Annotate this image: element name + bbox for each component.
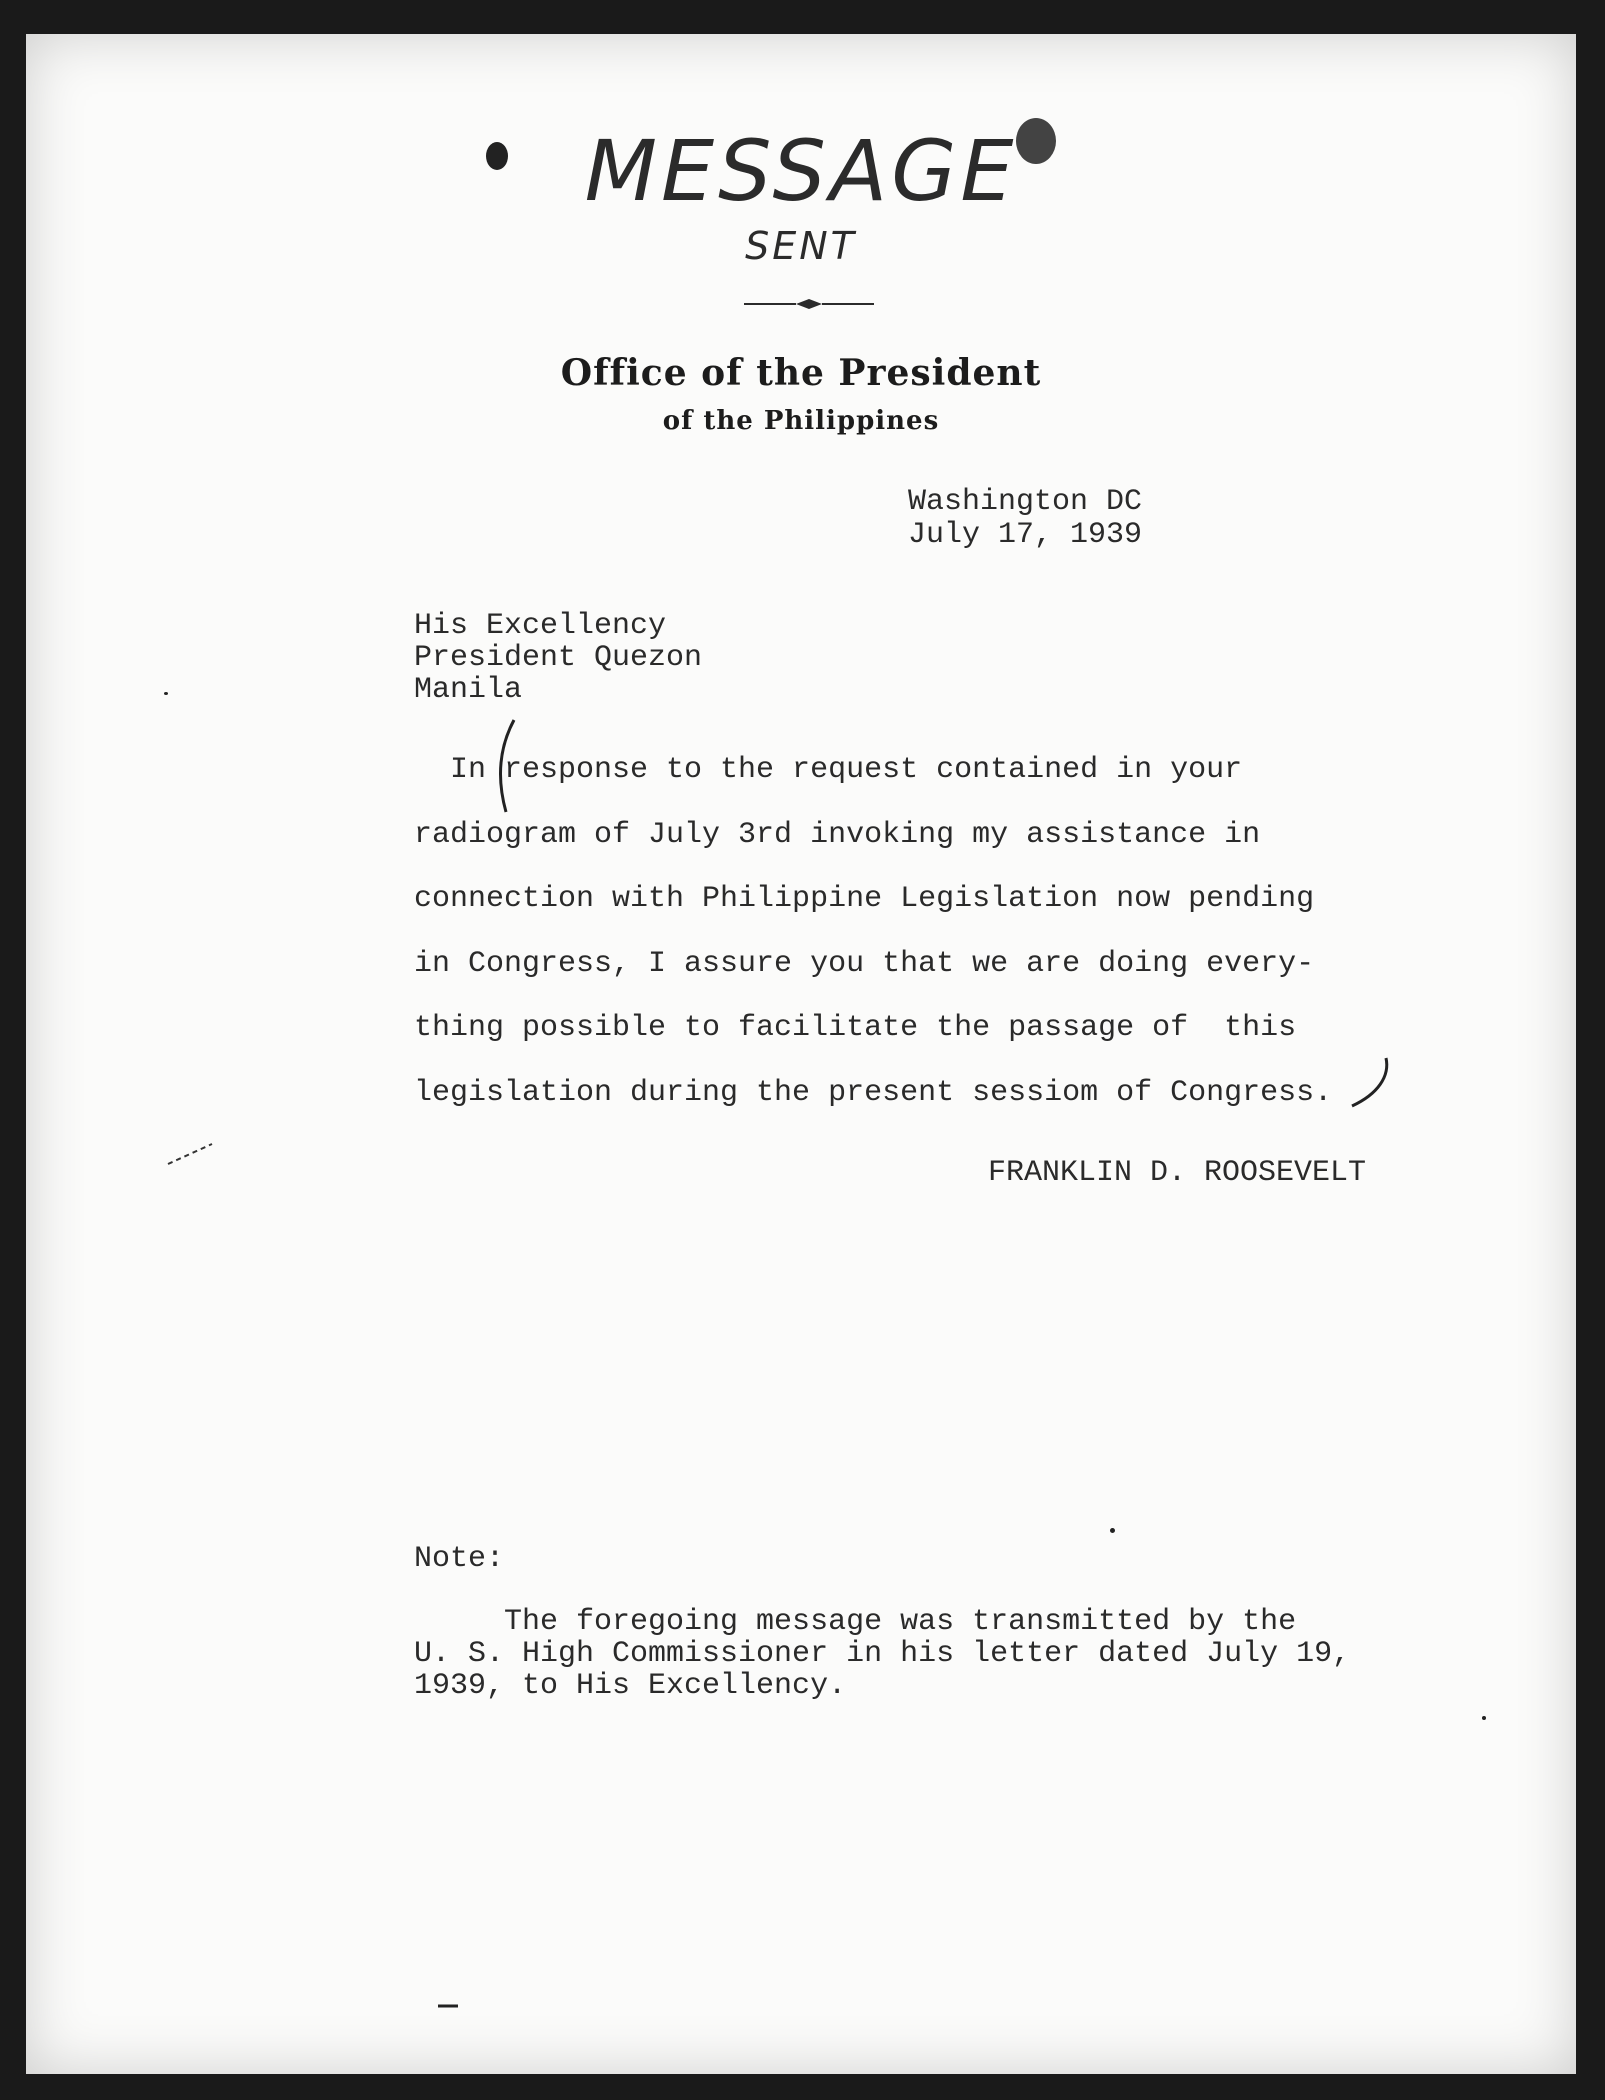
note-line: The foregoing message was transmitted by the xyxy=(414,1605,1297,1639)
body-line: radiogram of July 3rd invoking my assistance in xyxy=(414,817,1261,852)
dust-speck xyxy=(1482,1716,1486,1720)
handwritten-bracket-close xyxy=(1348,1052,1398,1112)
dateline xyxy=(908,486,1142,552)
letterhead-subtitle: SENT xyxy=(745,224,857,268)
body-line: legislation during the present sessiom of Congress. xyxy=(414,1075,1333,1110)
body-line: thing possible to facilitate the passage of this xyxy=(414,1011,1297,1045)
office-country: of the Philippines xyxy=(662,406,940,436)
addressee-line: President Quezon xyxy=(414,641,703,675)
addressee-line: His Excellency xyxy=(414,609,667,643)
dust-speck xyxy=(1110,1528,1115,1533)
margin-dash xyxy=(436,2002,460,2010)
note-line: 1939, to His Excellency. xyxy=(414,1669,847,1703)
letterhead-title: MESSAGE xyxy=(584,122,1018,220)
message-body xyxy=(414,738,1332,1125)
document-page xyxy=(26,34,1576,2074)
note-text xyxy=(414,1606,1350,1702)
signature: FRANKLIN D. ROOSEVELT xyxy=(988,1156,1367,1190)
body-line: in Congress, I assure you that we are doing every- xyxy=(414,946,1315,981)
addressee-block xyxy=(414,610,702,706)
body-line: In response to the request contained in your xyxy=(414,753,1243,787)
ornament-divider xyxy=(744,296,874,312)
note-label: Note: xyxy=(414,1542,505,1576)
margin-scribble xyxy=(166,1140,216,1170)
dateline-date: July 17, 1939 xyxy=(908,518,1143,552)
note-line: U. S. High Commissioner in his letter dated July 19, xyxy=(414,1637,1351,1671)
dateline-place: Washington DC xyxy=(908,485,1143,519)
dust-speck xyxy=(164,692,168,695)
body-line: connection with Philippine Legislation now pending xyxy=(414,882,1315,916)
addressee-line: Manila xyxy=(414,673,523,707)
office-name: Office of the President xyxy=(560,352,1042,394)
